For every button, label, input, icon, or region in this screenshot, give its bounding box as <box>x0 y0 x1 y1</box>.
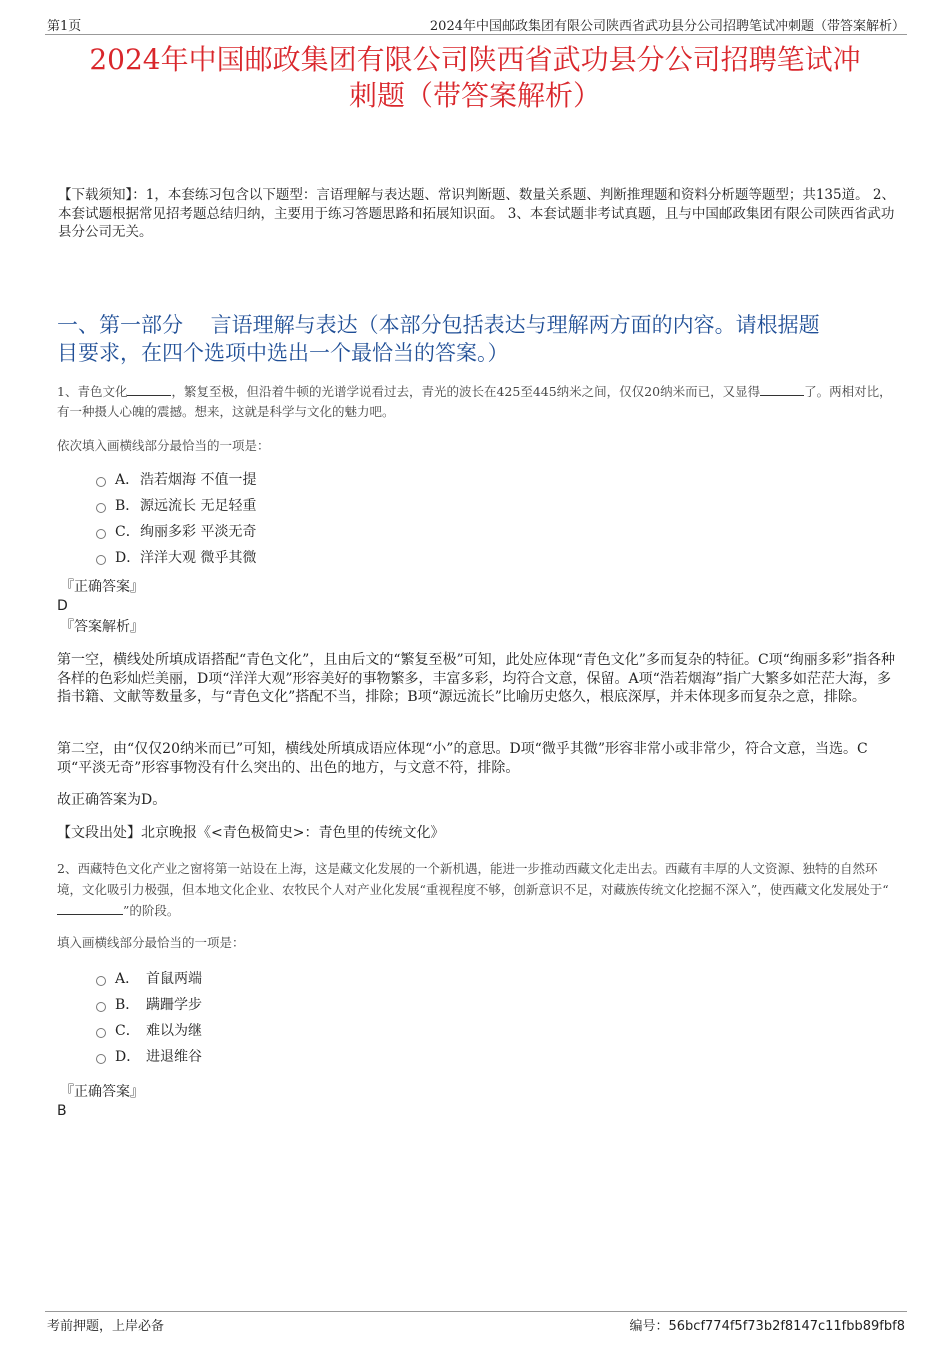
radio-icon[interactable] <box>96 529 106 539</box>
q1-blank-2 <box>760 395 804 396</box>
page-number: 第1页 <box>47 19 82 34</box>
q1-answer-label: 『正确答案』 <box>60 579 144 595</box>
q1-text-part-b: ，繁复至极，但沿着牛顿的光谱学说看过去，青光的波长在425至445纳米之间，仅仅20纳米而已，又显得 <box>171 384 761 399</box>
question-2-text <box>57 858 897 921</box>
question-2-prompt: 填入画横线部分最恰当的一项是： <box>57 935 245 950</box>
title-line-2: 刺题（带答案解析） <box>348 79 601 112</box>
q2-blank <box>57 914 123 915</box>
q2-text-part-b: ”的阶段。 <box>123 903 180 918</box>
radio-icon[interactable] <box>96 477 106 487</box>
section-heading <box>57 311 897 367</box>
footer-code-label: 编号： <box>629 1319 669 1334</box>
question-1-text <box>57 382 897 421</box>
radio-icon[interactable] <box>96 1028 106 1038</box>
q1-answer: D <box>57 598 68 614</box>
page-title <box>50 42 900 114</box>
radio-icon[interactable] <box>96 555 106 565</box>
section-heading-line-1: 一、第一部分 言语理解与表达（本部分包括表达与理解两方面的内容。请根据题 <box>57 313 820 337</box>
radio-icon[interactable] <box>96 1002 106 1012</box>
q1-analysis-paragraph-2: 第二空，由“仅仅20纳米而已”可知，横线处所填成语应体现“小”的意思。D项“微乎其微”形容非常小或非常少，符合文意，当选。C项“平淡无奇”形容事物没有什么突出的、出色的地方，与文意不符，排除。 <box>57 741 868 776</box>
q2-answer: B <box>57 1103 67 1119</box>
q2-text-part-a: 2、西藏特色文化产业之窗将第一站设在上海，这是藏文化发展的一个新机遇，能进一步推动西藏文化走出去。西藏有丰厚的人文资源、独特的自然环境，文化吸引力极强，但本地文化企业、农牧民个人对产业化发展“重视程度不够，创新意识不足，对藏族传统文化挖掘不深入”，使西藏文化发展处于“ <box>57 861 889 897</box>
radio-icon[interactable] <box>96 976 106 986</box>
q1-blank-1 <box>127 395 171 396</box>
q1-source: 【文段出处】北京晚报《<青色极简史>：青色里的传统文化》 <box>57 825 445 841</box>
q1-analysis-paragraph-1: 第一空，横线处所填成语搭配“青色文化”，且由后文的“繁复至极”可知，此处应体现“青色文化”多而复杂的特征。C项“绚丽多彩”指各种各样的色彩灿烂美丽，D项“洋洋大观”形容美好的事物繁多，丰富多彩，均符合文意，保留。A项“浩若烟海”指广大繁多如茫茫大海，多指书籍、文献等数量多，与“青色文化”搭配不当，排除；B项“源远流长”比喻历史悠久，根底深厚，并未体现多而复杂之意，排除。 <box>57 652 895 705</box>
footer-code-value: 56bcf774f5f73b2f8147c11fbb89fbf8 <box>668 1319 905 1334</box>
radio-icon[interactable] <box>96 503 106 513</box>
q2-answer-label: 『正确答案』 <box>60 1084 144 1100</box>
radio-icon[interactable] <box>96 1054 106 1064</box>
download-notice: 【下载须知】：1，本套练习包含以下题型：言语理解与表达题、常识判断题、数量关系题、判断推理题和资料分析题等题型；共135道。 2、本套试题根据常见招考题总结归纳，主要用于练习答题思路和拓展知识面。 3、本套试题非考试真题，且与中国邮政集团有限公司陕西省武功县分公司无关。 <box>58 187 895 240</box>
q1-analysis-label: 『答案解析』 <box>60 619 144 635</box>
question-1-prompt: 依次填入画横线部分最恰当的一项是： <box>57 438 270 453</box>
title-line-1: 2024年中国邮政集团有限公司陕西省武功县分公司招聘笔试冲 <box>89 43 861 76</box>
q1-text-part-c: 了。两相对比，有一种摄人心魄的震撼。想来，这就是科学与文化的魅力吧。 <box>57 384 892 419</box>
page-footer <box>45 1311 907 1334</box>
q1-conclusion: 故正确答案为D。 <box>57 792 167 808</box>
q1-text-part-a: 1、青色文化 <box>57 384 128 399</box>
section-heading-line-2: 目要求，在四个选项中选出一个最恰当的答案。） <box>57 341 509 365</box>
page-header <box>45 14 907 35</box>
footer-code <box>630 1315 906 1334</box>
footer-slogan: 考前押题，上岸必备 <box>47 1319 165 1334</box>
header-doc-title: 2024年中国邮政集团有限公司陕西省武功县分公司招聘笔试冲刺题（带答案解析） <box>429 19 905 34</box>
